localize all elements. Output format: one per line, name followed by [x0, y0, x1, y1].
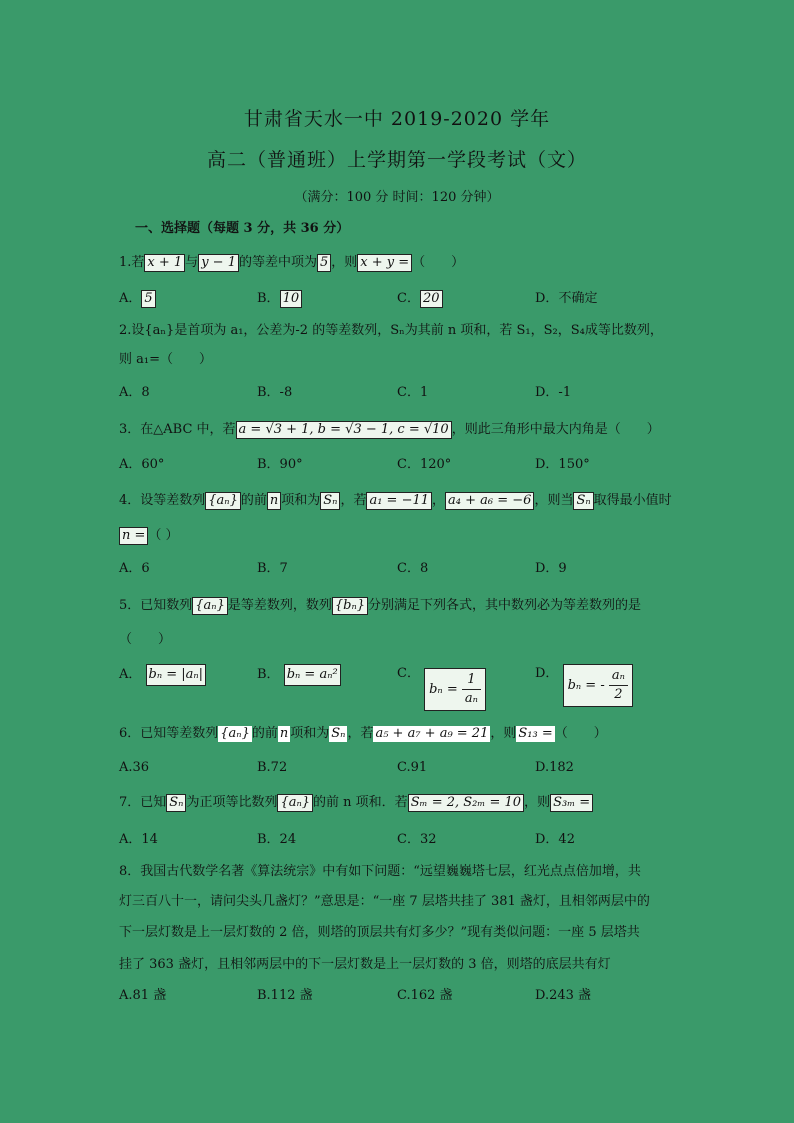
question-2-line2: 则 a₁=（ ） — [119, 352, 212, 367]
q2-option-b: B．-8 — [257, 385, 293, 400]
q8-option-c: C.162 盏 — [397, 988, 453, 1003]
q1-formula: 5 — [317, 254, 331, 272]
q1-option-a: A． 5 — [119, 289, 156, 309]
question-8-line4: 挂了 363 盏灯，且相邻两层中的下一层灯数是上一层灯数的 3 倍，则塔的底层共有灯 — [119, 957, 611, 972]
q4-option-d: D．9 — [535, 561, 567, 576]
q1-formula: x + y = — [357, 254, 412, 272]
q2-option-d: D．-1 — [535, 385, 572, 400]
q4-option-c: C．8 — [397, 561, 429, 576]
q6-option-b: B.72 — [257, 760, 288, 775]
q2-option-c: C．1 — [397, 385, 429, 400]
question-7: 7．已知 Sₙ 为正项等比数列 {aₙ} 的前 n 项和．若 Sₘ = 2, S₂ₘ = 10 ，则 S₃ₘ = — [119, 793, 593, 813]
question-5-line2: （ ） — [119, 632, 172, 647]
q3-option-d: D．150° — [535, 457, 590, 472]
q4-option-a: A．6 — [119, 561, 150, 576]
q1-text: 1.若 — [119, 255, 145, 270]
q1-text: 的等差中项为 — [238, 255, 317, 270]
q5-option-b: B． bₙ = aₙ² — [257, 664, 341, 686]
q5-option-a: A． bₙ = |aₙ| — [119, 664, 206, 686]
q6-option-c: C.91 — [397, 760, 428, 775]
q1-text: 与 — [185, 255, 199, 270]
q3-option-a: A．60° — [119, 457, 165, 472]
question-8-line2: 灯三百八十一，请问尖头几盏灯？”意思是：“一座 7 层塔共挂了 381 盏灯，且相邻两层中的 — [119, 894, 650, 909]
q5-option-c: C． bₙ = $\frac{1}{\text{aₙ}}$ — [397, 664, 486, 711]
q4-option-b: B．7 — [257, 561, 288, 576]
q6-option-d: D.182 — [535, 760, 574, 775]
question-8-line3: 下一层灯数是上一层灯数的 2 倍，则塔的顶层共有灯多少？”现有类似问题：一座 5 层塔共 — [119, 925, 640, 940]
exam-subtitle-title: 高二（普通班）上学期第一学段考试（文） — [206, 149, 587, 171]
question-6: 6．已知等差数列 {aₙ} 的前 n 项和为 Sₙ ，若 a₅ + a₇ + a₉ = 21 ，则 S₁₃ = （ ） — [119, 726, 607, 741]
q1-formula: x + 1 — [144, 254, 185, 272]
q1-option-c: C． 20 — [397, 289, 443, 309]
exam-info: （满分：100 分 时间：120 分钟） — [294, 190, 500, 205]
q1-option-b: B． 10 — [257, 289, 302, 309]
q7-option-c: C．32 — [397, 832, 437, 847]
q5-option-d: D． bₙ = - $\frac{\text{aₙ}}{2}$ — [535, 664, 633, 707]
question-4-line2: n = （ ） — [119, 526, 179, 546]
q3-formula: a = √3 + 1, b = √3 − 1, c = √10 — [236, 421, 452, 439]
question-1 — [119, 253, 464, 273]
question-4: 4．设等差数列 {aₙ} 的前 n 项和为 Sₙ ，若 a₁ = −11 ， a₄ + a₆ = −6 ，则当 Sₙ 取得最小值时 — [119, 493, 672, 508]
q6-option-a: A.36 — [119, 760, 150, 775]
q1-formula: y − 1 — [198, 254, 239, 272]
question-5: 5．已知数列 {aₙ} 是等差数列，数列 {bₙ} 分别满足下列各式，其中数列必为等差数列的是 — [119, 598, 642, 613]
q2-option-a: A．8 — [119, 385, 150, 400]
q8-option-d: D.243 盏 — [535, 988, 592, 1003]
q1-text: ，则 — [331, 255, 358, 270]
q7-option-b: B．24 — [257, 832, 297, 847]
question-2-line1: 2.设{aₙ}是首项为 a₁，公差为-2 的等差数列，Sₙ为其前 n 项和，若 S₁，S₂，S₄成等比数列， — [119, 323, 663, 338]
q3-option-c: C．120° — [397, 457, 452, 472]
exam-title: 甘肃省天水一中 2019-2020 学年 — [243, 108, 551, 130]
q1-text: （ ） — [412, 255, 465, 270]
q1-option-d: D．不确定 — [535, 291, 598, 306]
q7-option-d: D．42 — [535, 832, 575, 847]
q8-option-a: A.81 盏 — [119, 988, 167, 1003]
q3-option-b: B．90° — [257, 457, 303, 472]
section-heading: 一、选择题（每题 3 分，共 36 分） — [135, 221, 350, 236]
question-8-line1: 8．我国古代数学名著《算法统宗》中有如下问题：“远望巍巍塔七层，红光点点倍加增，共 — [119, 864, 641, 879]
q7-option-a: A．14 — [119, 832, 158, 847]
question-3: 3．在△ABC 中，若 a = √3 + 1, b = √3 − 1, c = √10 ，则此三角形中最大内角是（ ） — [119, 422, 660, 437]
q8-option-b: B.112 盏 — [257, 988, 313, 1003]
